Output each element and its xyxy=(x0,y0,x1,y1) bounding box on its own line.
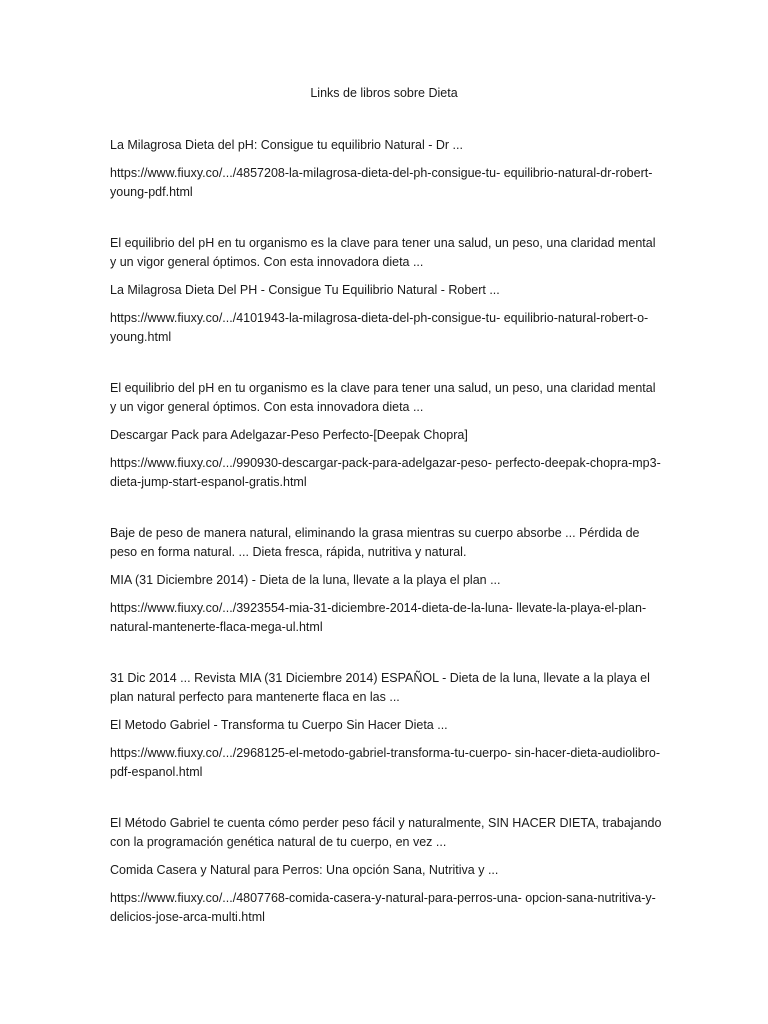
entry-3-description: Baje de peso de manera natural, eliminando la grasa mientras su cuerpo absorbe ... Pérdida de peso en forma natural. ... Dieta fresca, rápida, nutritiva y natural. xyxy=(110,526,640,559)
entry-4-url: https://www.fiuxy.co/.../3923554-mia-31-diciembre-2014-dieta-de-la-luna- llevate-la-playa-el-plan-natural-mantenerte-flaca-mega-ul.html xyxy=(110,601,647,634)
entry-5-url: https://www.fiuxy.co/.../2968125-el-metodo-gabriel-transforma-tu-cuerpo- sin-hacer-dieta-audiolibro-pdf-espanol.html xyxy=(110,746,661,779)
document-title: Links de libros sobre Dieta xyxy=(310,86,458,100)
entry-6-title: Comida Casera y Natural para Perros: Una opción Sana, Nutritiva y ... xyxy=(110,863,499,877)
entry-4-description: 31 Dic 2014 ... Revista MIA (31 Diciembre 2014) ESPAÑOL - Dieta de la luna, llevate a la playa el plan natural perfecto para mantenerte flaca en las ... xyxy=(110,671,650,704)
entry-1-url: https://www.fiuxy.co/.../4857208-la-milagrosa-dieta-del-ph-consigue-tu- equilibrio-natural-dr-robert-young-pdf.html xyxy=(110,166,653,199)
entry-1-description: El equilibrio del pH en tu organismo es la clave para tener una salud, un peso, una claridad mental y un vigor general óptimos. Con esta innovadora dieta ... xyxy=(110,236,656,269)
document-body xyxy=(110,136,662,927)
entry-2-url: https://www.fiuxy.co/.../4101943-la-milagrosa-dieta-del-ph-consigue-tu- equilibrio-natural-robert-o-young.html xyxy=(110,311,649,344)
entry-5-title: El Metodo Gabriel - Transforma tu Cuerpo Sin Hacer Dieta ... xyxy=(110,718,448,732)
entry-2-description: El equilibrio del pH en tu organismo es la clave para tener una salud, un peso, una claridad mental y un vigor general óptimos. Con esta innovadora dieta ... xyxy=(110,381,656,414)
entry-2-title: La Milagrosa Dieta Del PH - Consigue Tu Equilibrio Natural - Robert ... xyxy=(110,283,500,297)
entry-4-title: MIA (31 Diciembre 2014) - Dieta de la luna, llevate a la playa el plan ... xyxy=(110,573,501,587)
entry-3-title: Descargar Pack para Adelgazar-Peso Perfecto-[Deepak Chopra] xyxy=(110,428,468,442)
entry-3-url: https://www.fiuxy.co/.../990930-descargar-pack-para-adelgazar-peso- perfecto-deepak-chopra-mp3-dieta-jump-start-espanol-gratis.html xyxy=(110,456,661,489)
entry-1-title: La Milagrosa Dieta del pH: Consigue tu equilibrio Natural - Dr ... xyxy=(110,138,463,152)
entry-5-description: El Método Gabriel te cuenta cómo perder peso fácil y naturalmente, SIN HACER DIETA, trabajando con la programación genética natural de tu cuerpo, en vez ... xyxy=(110,816,662,849)
entry-6-url: https://www.fiuxy.co/.../4807768-comida-casera-y-natural-para-perros-una- opcion-sana-nutritiva-y-delicios-jose-arca-multi.html xyxy=(110,891,656,924)
